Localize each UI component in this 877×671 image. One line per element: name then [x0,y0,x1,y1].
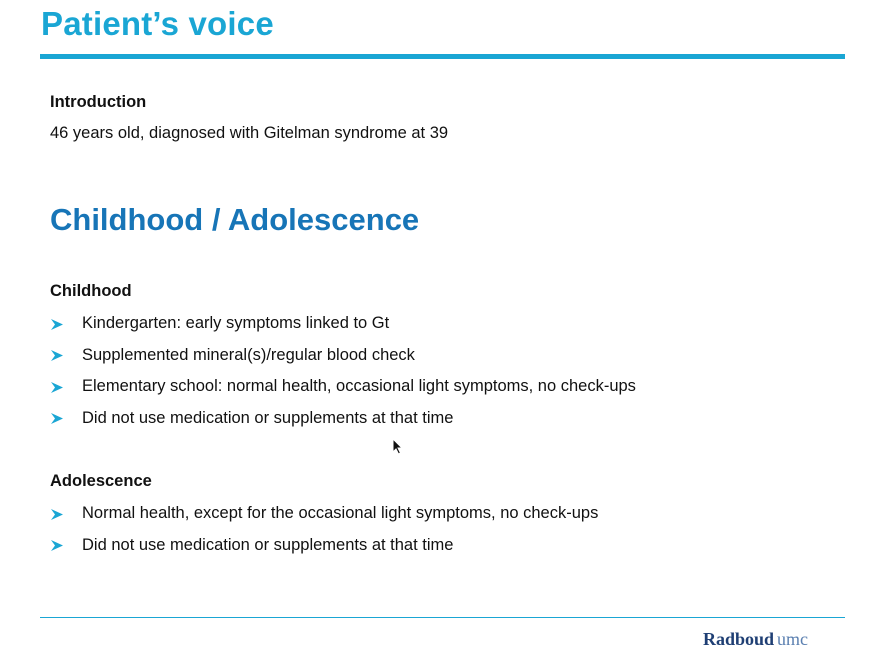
arrow-bullet-icon [50,409,82,429]
introduction-text: 46 years old, diagnosed with Gitelman syndrome at 39 [50,124,449,142]
list-item [50,409,636,441]
list-item-text: Did not use medication or supplements at that time [82,535,454,554]
arrow-bullet-icon [50,346,82,366]
list-item-text: Normal health, except for the occasional light symptoms, no check-ups [82,504,599,522]
title-underline [40,54,845,59]
arrow-bullet-icon [50,504,82,524]
list-item-text: Elementary school: normal health, occasional light symptoms, no check-ups [82,377,636,395]
arrow-bullet-icon [50,536,82,556]
arrow-bullet-icon [50,314,82,334]
adolescence-list [50,504,598,567]
arrow-bullet-icon [50,377,82,397]
list-item [50,314,636,346]
slide-title: Patient’s voice [41,5,274,42]
list-item [50,346,636,378]
adolescence-label: Adolescence [50,472,152,490]
list-item-text: Kindergarten: early symptoms linked to Gt [82,314,390,332]
logo-text-radboud: Radboud [703,629,775,649]
list-item [50,504,598,536]
footer-divider [40,617,845,618]
radboudumc-logo [703,629,808,650]
list-item-text: Did not use medication or supplements at that time [82,408,454,427]
childhood-list [50,314,636,440]
list-item [50,377,636,409]
logo-text-umc: umc [777,629,809,649]
list-item [50,536,598,568]
introduction-label: Introduction [50,93,147,111]
section-title: Childhood / Adolescence [50,202,420,237]
mouse-pointer-icon [392,438,404,455]
list-item-text: Supplemented mineral(s)/regular blood check [82,345,415,364]
childhood-label: Childhood [50,282,132,300]
